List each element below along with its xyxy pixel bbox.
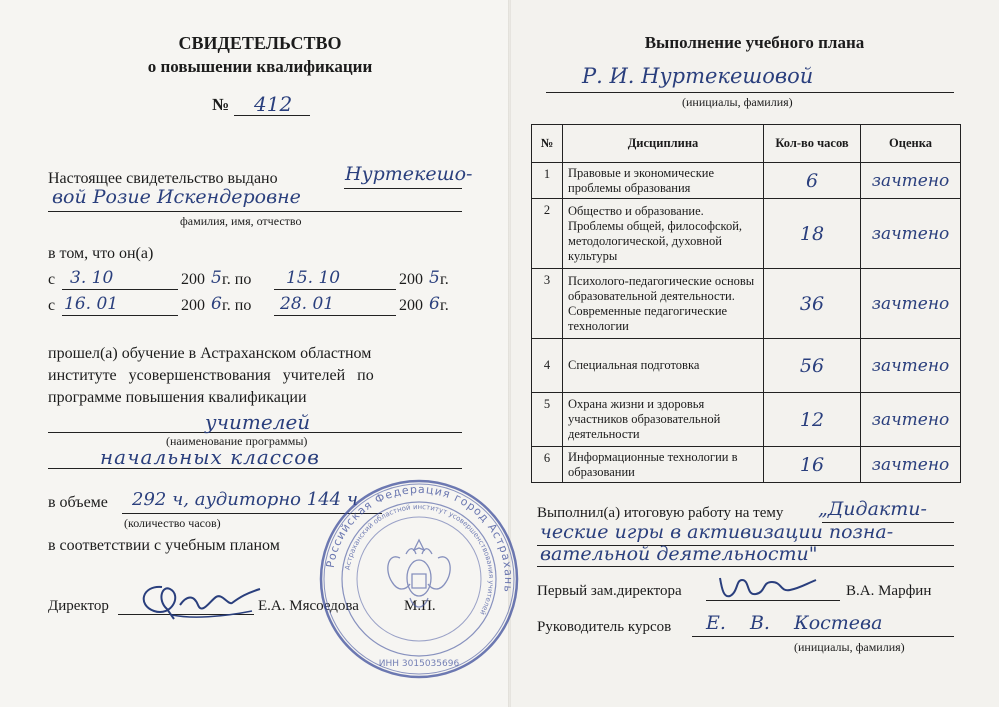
header-grade: Оценка xyxy=(861,125,961,163)
table-row xyxy=(532,447,961,483)
deputy-label: Первый зам.директора xyxy=(537,583,682,599)
row-discipline: Охрана жизни и здоровья участников образовательной деятельности xyxy=(563,393,764,447)
header-hours: Кол-во часов xyxy=(764,125,861,163)
plan-title: Выполнение учебного плана xyxy=(644,33,865,52)
head-label: Руководитель курсов xyxy=(537,619,672,635)
table-row xyxy=(532,393,961,447)
row-num: 5 xyxy=(532,393,563,447)
period1-end: г. xyxy=(440,271,449,288)
row-grade: зачтено xyxy=(861,339,961,393)
seal-stamp-icon xyxy=(318,478,520,680)
director-signature-icon xyxy=(132,575,267,625)
table-row xyxy=(532,199,961,269)
row-discipline: Правовые и экономические проблемы образования xyxy=(563,163,764,199)
row-discipline: Психолого-педагогические основы образовательной деятельности. Современные педагогические технологии xyxy=(563,269,764,339)
row-num: 2 xyxy=(532,199,563,269)
name-line-2 xyxy=(48,211,462,212)
row-grade: зачтено xyxy=(861,163,961,199)
period2-year2: 6 xyxy=(429,294,440,314)
period2-end: г. xyxy=(440,297,449,314)
period2-from-date: 16. 01 xyxy=(64,294,119,314)
table-row xyxy=(532,163,961,199)
number-value: 412 xyxy=(254,92,293,116)
plan-table xyxy=(531,124,961,483)
director-label: Директор xyxy=(48,598,109,614)
head-caption: (инициалы, фамилия) xyxy=(794,640,905,654)
table-row xyxy=(532,269,961,339)
period2-year-suffix: г. по xyxy=(222,297,252,314)
row-num: 6 xyxy=(532,447,563,483)
row-hours: 12 xyxy=(764,393,861,447)
row-discipline: Специальная подготовка xyxy=(563,339,764,393)
final-work-handwritten-3: вательной деятельности" xyxy=(540,543,818,565)
period2-from-prefix: с xyxy=(48,297,56,314)
row-discipline: Информационные технологии в образовании xyxy=(563,447,764,483)
period1-from-line xyxy=(62,289,178,290)
period2-to-date: 28. 01 xyxy=(280,294,335,314)
table-row xyxy=(532,339,961,393)
row-num: 3 xyxy=(532,269,563,339)
volume-handwritten: 292 ч, аудиторно 144 ч xyxy=(132,489,359,510)
period1-from-date: 3. 10 xyxy=(70,268,114,288)
certificate-title: СВИДЕТЕЛЬСТВО xyxy=(178,33,342,53)
studied-line-2: институте усовершенствования учителей по xyxy=(48,367,374,384)
deputy-signature-icon xyxy=(710,570,820,605)
program-handwritten-2: начальных классов xyxy=(100,445,320,469)
stamp-inner-text: Астраханский областной институт усовершенствования учителей xyxy=(343,502,496,617)
final-work-handwritten-1: „Дидакти- xyxy=(818,498,927,520)
name-line-1 xyxy=(344,188,462,189)
final-work-label: Выполнил(а) итоговую работу на тему xyxy=(537,505,784,521)
volume-label: в объеме xyxy=(48,494,108,511)
director-name: Е.А. Мясоедова xyxy=(258,598,359,614)
row-hours: 36 xyxy=(764,269,861,339)
head-handwritten: Е. В. Костева xyxy=(706,612,883,634)
initials-handwritten: Р. И. Нуртекешовой xyxy=(582,64,814,88)
period2-from-line xyxy=(62,315,178,316)
row-num: 4 xyxy=(532,339,563,393)
row-num: 1 xyxy=(532,163,563,199)
final-work-line-3 xyxy=(537,566,954,567)
program-handwritten-1: учителей xyxy=(205,410,311,434)
table-header-row xyxy=(532,125,961,163)
row-grade: зачтено xyxy=(861,199,961,269)
row-grade: зачтено xyxy=(861,447,961,483)
initials-line xyxy=(546,92,954,93)
row-grade: зачтено xyxy=(861,393,961,447)
accordance-text: в соответствии с учебным планом xyxy=(48,537,280,554)
head-line xyxy=(692,636,954,637)
period1-year1: 5 xyxy=(211,268,222,288)
period1-to-date: 15. 10 xyxy=(286,268,341,288)
final-work-handwritten-2: ческие игры в активизации позна- xyxy=(540,521,894,543)
name-caption: фамилия, имя, отчество xyxy=(180,214,302,228)
deputy-name: В.А. Марфин xyxy=(846,583,932,599)
name-handwritten-1: Нуртекешо- xyxy=(345,163,473,185)
period1-year-pre: 200 xyxy=(181,271,205,288)
initials-caption: (инициалы, фамилия) xyxy=(682,95,793,109)
issued-to-label: Настоящее свидетельство выдано xyxy=(48,170,278,187)
row-hours: 16 xyxy=(764,447,861,483)
row-hours: 6 xyxy=(764,163,861,199)
row-discipline: Общество и образование. Проблемы общей, философской, методологической, духовной культуры xyxy=(563,199,764,269)
period1-year-suffix: г. по xyxy=(222,271,252,288)
period2-to-line xyxy=(274,315,396,316)
row-grade: зачтено xyxy=(861,269,961,339)
period2-year-pre: 200 xyxy=(181,297,205,314)
period1-to-line xyxy=(274,289,396,290)
studied-line-1: прошел(а) обучение в Астраханском областном xyxy=(48,345,372,362)
period2-year-pre-2: 200 xyxy=(399,297,423,314)
row-hours: 18 xyxy=(764,199,861,269)
period1-year-pre-2: 200 xyxy=(399,271,423,288)
period1-from-prefix: с xyxy=(48,271,56,288)
row-hours: 56 xyxy=(764,339,861,393)
that-label: в том, что он(а) xyxy=(48,245,154,262)
period2-year1: 6 xyxy=(211,294,222,314)
header-discipline: Дисциплина xyxy=(563,125,764,163)
mp-label: М.П. xyxy=(404,598,436,614)
stamp-bottom-text: ИНН 3015035696 xyxy=(378,659,460,669)
stamp-outer-text: Российская Федерация город Астрахань xyxy=(323,482,516,594)
volume-caption: (количество часов) xyxy=(124,516,221,530)
program-caption: (наименование программы) xyxy=(166,434,308,448)
name-handwritten-2: вой Розие Искендеровне xyxy=(52,186,301,208)
certificate-subtitle: о повышении квалификации xyxy=(147,57,373,76)
number-label: № xyxy=(212,95,230,114)
svg-text:Российская Федерация город Аст xyxy=(324,483,515,594)
period1-year2: 5 xyxy=(429,268,440,288)
studied-line-3: программе повышения квалификации xyxy=(48,389,307,406)
header-num: № xyxy=(532,125,563,163)
